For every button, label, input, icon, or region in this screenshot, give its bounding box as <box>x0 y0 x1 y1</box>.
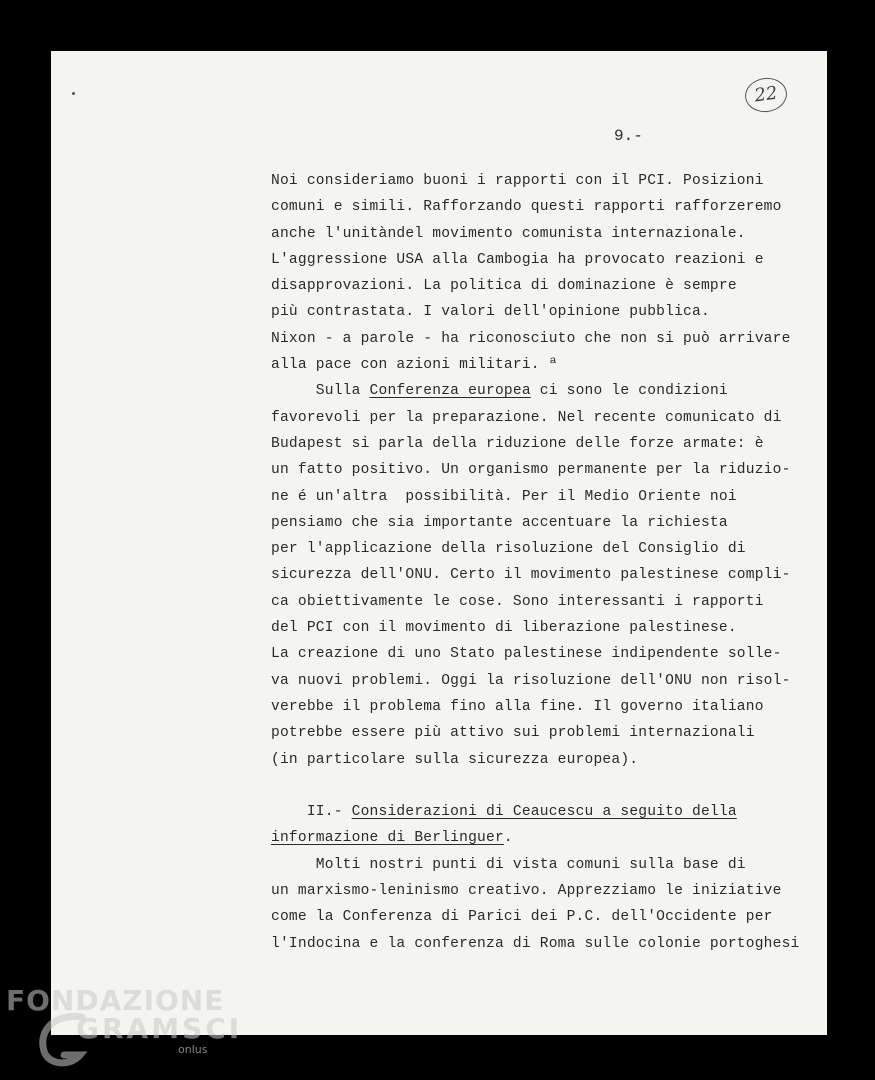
watermark-line1: FONDAZIONE <box>6 984 225 1017</box>
text-line: Budapest si parla della riduzione delle forze armate: è <box>271 435 764 452</box>
text-line: comuni e simili. Rafforzando questi rapporti rafforzeremo <box>271 199 782 216</box>
text-line: va nuovi problemi. Oggi la risoluzione dell'ONU non risol- <box>271 672 791 689</box>
text-line: potrebbe essere più attivo sui problemi internazionali <box>271 725 755 742</box>
text-line: ca obiettivamente le cose. Sono interessanti i rapporti <box>271 593 764 610</box>
stray-mark <box>72 92 75 95</box>
section-number: II.- <box>271 804 352 821</box>
section-title-period: . <box>503 830 513 847</box>
watermark-line2: GRAMSCI <box>76 1012 243 1045</box>
text-fragment: ci sono le condizioni <box>530 383 728 400</box>
typed-body <box>271 168 831 957</box>
section-title-line1: Considerazioni di Ceaucescu a seguito della <box>351 804 737 821</box>
text-line: La creazione di uno Stato palestinese indipendente solle- <box>271 646 782 663</box>
section-heading-continued <box>271 825 831 851</box>
text-line: L'aggressione USA alla Cambogia ha provocato reazioni e <box>271 251 764 268</box>
paragraph-conferenza-europea <box>271 378 831 404</box>
watermark-onlus: onlus <box>178 1043 208 1056</box>
text-line: un fatto positivo. Un organismo permanente per la riduzio- <box>271 462 791 479</box>
text-line: disapprovazioni. La politica di dominazione è sempre <box>271 278 737 295</box>
text-line: del PCI con il movimento di liberazione palestinese. <box>271 620 737 637</box>
text-line: Noi consideriamo buoni i rapporti con il PCI. Posizioni <box>271 173 764 189</box>
text-line: sicurezza dell'ONU. Certo il movimento palestinese compli- <box>271 567 791 584</box>
underlined-phrase: Conferenza europea <box>369 383 531 400</box>
text-fragment: Sulla <box>271 383 370 400</box>
section-title-line2: informazione di Berlinguer <box>271 830 504 847</box>
page-number: 9.- <box>614 127 643 145</box>
text-line: verebbe il problema fino alla fine. Il governo italiano <box>271 698 764 715</box>
text-line: alla pace con azioni militari. ª <box>271 357 558 374</box>
text-line: l'Indocina e la conferenza di Roma sulle colonie portoghesi <box>271 935 800 952</box>
text-line: ne é un'altra possibilità. Per il Medio Oriente noi <box>271 488 737 505</box>
text-line: Molti nostri punti di vista comuni sulla base di <box>271 856 746 873</box>
text-line: pensiamo che sia importante accentuare la richiesta <box>271 514 728 531</box>
text-line: un marxismo-leninismo creativo. Apprezziamo le iniziative <box>271 883 782 900</box>
section-spacer <box>271 773 831 799</box>
section-heading <box>271 799 831 825</box>
text-line: più contrastata. I valori dell'opinione pubblica. <box>271 304 710 321</box>
text-line: per l'applicazione della risoluzione del Consiglio di <box>271 541 746 558</box>
archive-number-stamp: 22 <box>743 75 789 115</box>
text-line: come la Conferenza di Parici dei P.C. dell'Occidente per <box>271 909 773 926</box>
text-line: favorevoli per la preparazione. Nel recente comunicato di <box>271 409 782 426</box>
text-line: Nixon - a parole - ha riconosciuto che non si può arrivare <box>271 330 791 347</box>
text-line: anche l'unitàndel movimento comunista internazionale. <box>271 225 746 242</box>
text-line: (in particolare sulla sicurezza europea). <box>271 751 639 768</box>
